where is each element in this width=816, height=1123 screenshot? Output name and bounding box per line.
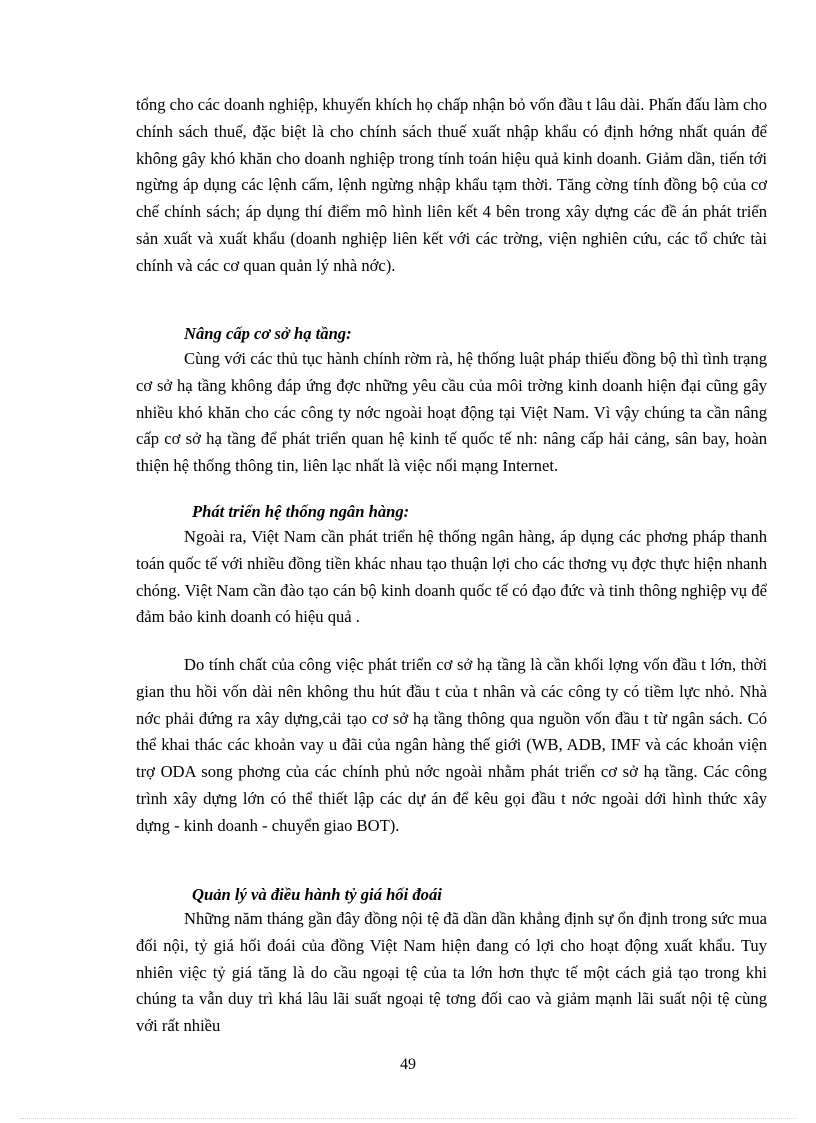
paragraph-policy-continuation: tổng cho các doanh nghiệp, khuyến khích họ chấp nhận bỏ vốn đầu t lâu dài. Phấn đấu làm cho chính sách thuế, đặc biệt là cho chính sách thuế xuất nhập khẩu có định hớng nhất quán để không gây khó khăn cho doanh nghiệp trong tính toán hiệu quả kinh doanh. Giảm dần, tiến tới ngừng áp dụng các lệnh cấm, lệnh ngừng nhập khẩu tạm thời. Tăng cờng tính đồng bộ của cơ chế chính sách; áp dụng thí điểm mô hình liên kết 4 bên trong xây dựng các đề án phát triển sản xuất và xuất khẩu (doanh nghiệp liên kết với các trờng, viện nghiên cứu, các tổ chức tài chính và các cơ quan quản lý nhà nớc). [136,95,767,275]
heading-banking-development: Phát triển hệ thống ngân hàng: [192,502,410,521]
paragraph-infrastructure: Cùng với các thủ tục hành chính rờm rà, hệ thống luật pháp thiếu đồng bộ thì tình trạng cơ sở hạ tầng không đáp ứng đợc những yêu cầu của môi trờng kinh doanh hiện đại cũng gây nhiều khó khăn cho các công ty nớc ngoài hoạt động tại Việt Nam. Vì vậy chúng ta cần nâng cấp cơ sở hạ tầng để phát triển quan hệ kinh tế quốc tế nh: nâng cấp hải cảng, sân bay, hoàn thiện hệ thống thông tin, liên lạc nhất là việc nối mạng Internet. [136,349,767,476]
paragraph-infrastructure-funding: Do tính chất của công việc phát triển cơ sở hạ tầng là cần khối lợng vốn đầu t lớn, thời gian thu hồi vốn dài nên không thu hút đầu t của t nhân và các công ty có tiềm lực nhỏ. Nhà nớc phải đứng ra xây dựng,cải tạo cơ sở hạ tầng thông qua nguồn vốn đầu t từ ngân sách. Có thể khai thác các khoản vay u đãi của ngân hàng thế giới (WB, ADB, IMF và các khoản viện trợ ODA song phơng của các chính phủ nớc ngoài nhằm phát triển cơ sở hạ tầng. Các công trình xây dựng lớn có thể thiết lập các dự án để kêu gọi đầu t nớc ngoài dới hình thức xây dựng - kinh doanh - chuyển giao BOT). [136,655,767,835]
heading-exchange-rate: Quản lý và điều hành tỷ giá hối đoái [192,885,442,904]
heading-infrastructure-upgrade: Nâng cấp cơ sở hạ tầng: [184,324,352,343]
page-bottom-divider [20,1118,796,1119]
paragraph-banking: Ngoài ra, Việt Nam cần phát triển hệ thống ngân hàng, áp dụng các phơng pháp thanh toán quốc tế với nhiều đồng tiền khác nhau tạo thuận lợi cho các thơng vụ đợc thực hiện nhanh chóng. Việt Nam cần đào tạo cán bộ kinh doanh quốc tế có đạo đức và tinh thông nghiệp vụ để đảm bảo kinh doanh có hiệu quả . [136,527,767,627]
paragraph-exchange-rate: Những năm tháng gần đây đồng nội tệ đã dần dần khẳng định sự ổn định trong sức mua đối nội, tỷ giá hối đoái của đồng Việt Nam hiện đang có lợi cho hoạt động xuất khẩu. Tuy nhiên việc tỷ giá tăng là do cầu ngoại tệ của ta lớn hơn thực tế một cách giả tạo trong khi chúng ta vẫn duy trì khá lâu lãi suất ngoại tệ tơng đối cao và giảm mạnh lãi suất nội tệ cùng với rất nhiều [136,909,767,1036]
page-number: 49 [400,1056,416,1073]
